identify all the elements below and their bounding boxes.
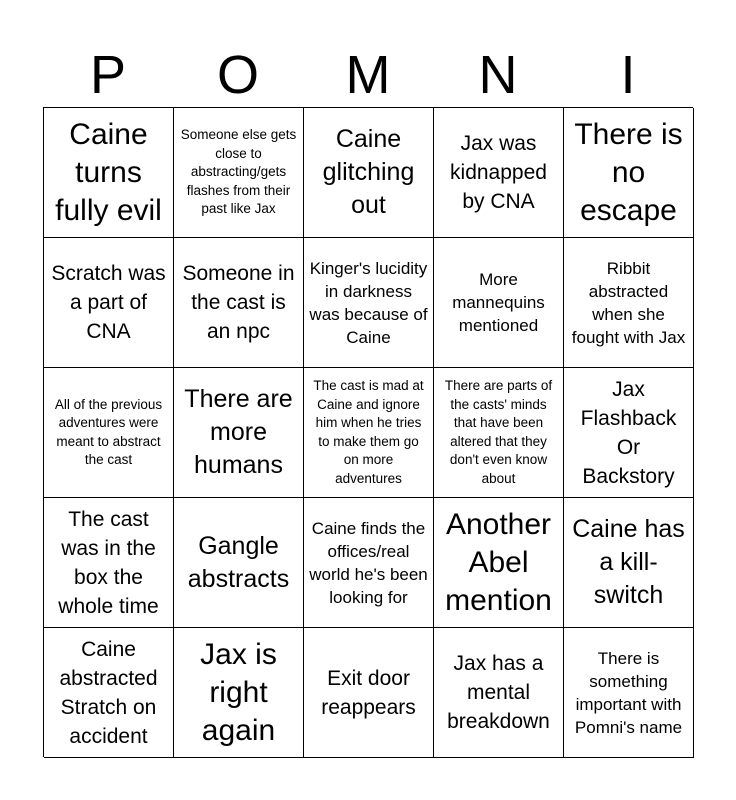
bingo-cell-r2c1[interactable] bbox=[44, 238, 174, 368]
title-letter-p: P bbox=[89, 45, 127, 105]
bingo-cell-r4c1[interactable] bbox=[44, 498, 174, 628]
bingo-cell-r5c3[interactable] bbox=[304, 628, 434, 758]
bingo-cell-r5c5[interactable] bbox=[564, 628, 694, 758]
title-letter-m: M bbox=[345, 45, 391, 105]
cell-text: More mannequins mentioned bbox=[452, 270, 545, 335]
bingo-cell-r1c2[interactable] bbox=[174, 108, 304, 238]
cell-text: Gangle abstracts bbox=[187, 531, 290, 593]
title-letter-n: N bbox=[478, 45, 518, 105]
cell-text: Jax is right again bbox=[200, 637, 277, 747]
title-letter-o: O bbox=[216, 45, 259, 105]
cell-text: Jax Flashback Or Backstory bbox=[580, 377, 677, 488]
bingo-cell-r1c1[interactable] bbox=[44, 108, 174, 238]
cell-text: Another Abel mention bbox=[445, 507, 552, 617]
bingo-cell-r2c3[interactable] bbox=[304, 238, 434, 368]
bingo-cell-r3c1[interactable] bbox=[44, 368, 174, 498]
bingo-cell-r2c2[interactable] bbox=[174, 238, 304, 368]
cell-text: Caine has a kill-switch bbox=[572, 515, 685, 609]
cell-text: Scratch was a part of CNA bbox=[51, 262, 166, 343]
cell-text: Kinger's lucidity in darkness was because of Caine bbox=[309, 258, 428, 347]
bingo-cell-r5c1[interactable] bbox=[44, 628, 174, 758]
cell-text: Jax was kidnapped by CNA bbox=[450, 132, 547, 213]
bingo-cell-r4c4[interactable] bbox=[434, 498, 564, 628]
bingo-cell-r2c5[interactable] bbox=[564, 238, 694, 368]
bingo-cell-r5c2[interactable] bbox=[174, 628, 304, 758]
cell-text: Caine finds the offices/real world he's been looking for bbox=[309, 518, 428, 607]
bingo-cell-r1c4[interactable] bbox=[434, 108, 564, 238]
cell-text: There is something important with Pomni's name bbox=[574, 648, 683, 737]
cell-text: Caine glitching out bbox=[322, 125, 415, 219]
bingo-cell-r3c3[interactable] bbox=[304, 368, 434, 498]
cell-text: There are parts of the casts' minds that have been altered that they don't even know about bbox=[444, 378, 553, 486]
title-letter-i: I bbox=[620, 45, 636, 105]
cell-text: There is no escape bbox=[574, 117, 683, 227]
cell-text: Someone in the cast is an npc bbox=[182, 262, 295, 343]
cell-text: Caine abstracted Stratch on accident bbox=[59, 637, 158, 748]
cell-text: There are more humans bbox=[184, 385, 293, 479]
cell-text: Someone else gets close to abstracting/gets flashes from their past like Jax bbox=[180, 127, 297, 217]
cell-text: Jax has a mental breakdown bbox=[447, 652, 550, 733]
bingo-cell-r3c2[interactable] bbox=[174, 368, 304, 498]
cell-text: The cast was in the box the whole time bbox=[58, 507, 159, 618]
bingo-board bbox=[43, 107, 693, 757]
cell-text: The cast is mad at Caine and ignore him when he tries to make them go on more adventures bbox=[313, 378, 424, 486]
bingo-cell-r4c3[interactable] bbox=[304, 498, 434, 628]
bingo-cell-r4c5[interactable] bbox=[564, 498, 694, 628]
cell-text: Ribbit abstracted when she fought with Jax bbox=[571, 258, 686, 347]
bingo-cell-r2c4[interactable] bbox=[434, 238, 564, 368]
cell-text: Exit door reappears bbox=[321, 666, 416, 719]
bingo-title bbox=[43, 44, 693, 106]
cell-text: All of the previous adventures were meant to abstract the cast bbox=[54, 396, 163, 467]
bingo-cell-r5c4[interactable] bbox=[434, 628, 564, 758]
bingo-cell-r1c3[interactable] bbox=[304, 108, 434, 238]
bingo-cell-r3c5[interactable] bbox=[564, 368, 694, 498]
bingo-cell-r1c5[interactable] bbox=[564, 108, 694, 238]
bingo-cell-r4c2[interactable] bbox=[174, 498, 304, 628]
bingo-cell-r3c4[interactable] bbox=[434, 368, 564, 498]
cell-text: Caine turns fully evil bbox=[55, 117, 162, 227]
